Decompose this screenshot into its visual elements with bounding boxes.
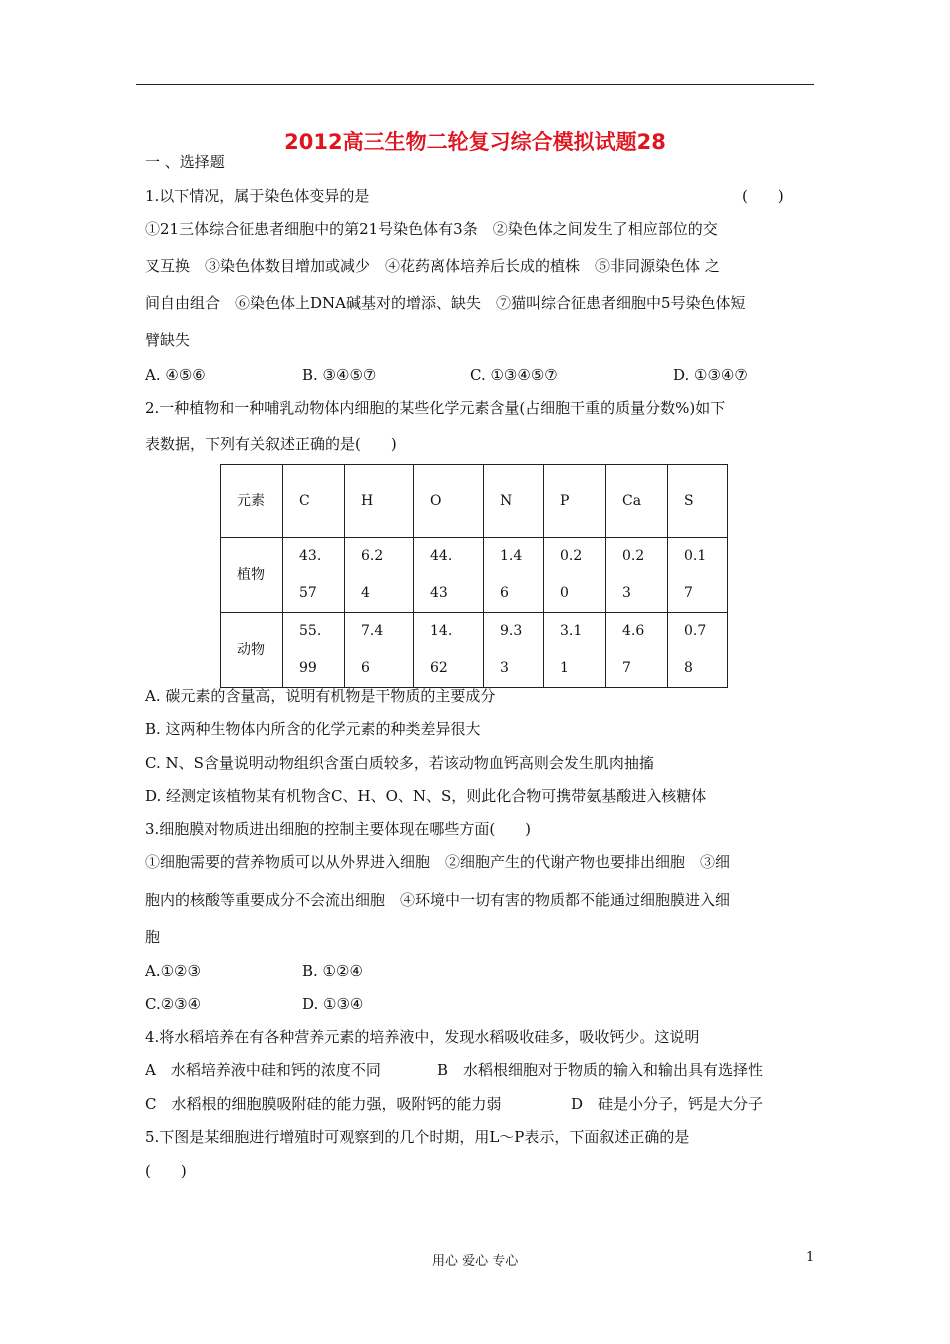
q4-stem: 4.将水稻培养在有各种营养元素的培养液中，发现水稻吸收硅多，吸收钙少。这说明 (145, 1028, 700, 1046)
q4-option-b: B 水稻根细胞对于物质的输入和输出具有选择性 (437, 1061, 764, 1079)
table-cell: 元素 (221, 465, 283, 538)
footer-slogan: 用心 爱心 专心 (432, 1254, 519, 1269)
page-title: 2012高三生物二轮复习综合模拟试题28 (284, 130, 666, 154)
q1-answer-paren: ( ) (742, 187, 784, 205)
q1-option-d: D. ①③④⑦ (673, 366, 748, 384)
header-rule (136, 84, 814, 85)
q1-text-line: ①21三体综合征患者细胞中的第21号染色体有3条 ②染色体之间发生了相应部位的交 (145, 220, 718, 238)
q2-option-c: C. N、S含量说明动物组织含蛋白质较多，若该动物血钙高则会发生肌肉抽搐 (145, 754, 654, 772)
q4-option-a: A 水稻培养液中硅和钙的浓度不同 (145, 1061, 381, 1079)
table-cell: 14.62 (414, 613, 484, 688)
table-cell: 55.99 (283, 613, 345, 688)
q1-text-line: 间自由组合 ⑥染色体上DNA碱基对的增添、缺失 ⑦猫叫综合征患者细胞中5号染色体短 (145, 294, 746, 312)
q3-option-b: B. ①②④ (302, 962, 363, 980)
q2-option-a: A. 碳元素的含量高，说明有机物是干物质的主要成分 (145, 687, 496, 705)
table-cell: 0.23 (606, 538, 668, 613)
table-cell: 0.78 (668, 613, 728, 688)
table-cell: 9.33 (484, 613, 544, 688)
table-cell: 44.43 (414, 538, 484, 613)
table-cell: C (283, 465, 345, 538)
q3-option-c: C.②③④ (145, 995, 202, 1013)
q1-option-b: B. ③④⑤⑦ (302, 366, 377, 384)
table-cell: N (484, 465, 544, 538)
table-row (221, 613, 728, 688)
table-row (221, 538, 728, 613)
element-content-table (220, 464, 728, 688)
q1-text-line: 叉互换 ③染色体数目增加或减少 ④花药离体培养后长成的植株 ⑤非同源染色体 之 (145, 257, 720, 275)
table-cell: P (544, 465, 606, 538)
q3-text-line: 胞 (145, 928, 161, 946)
q2-option-d: D. 经测定该植物某有机物含C、H、O、N、S，则此化合物可携带氨基酸进入核糖体 (145, 787, 707, 805)
q3-text-line: ①细胞需要的营养物质可以从外界进入细胞 ②细胞产生的代谢产物也要排出细胞 ③细 (145, 853, 731, 871)
q1-stem: 1.以下情况，属于染色体变异的是 (145, 187, 370, 205)
table-cell: 43.57 (283, 538, 345, 613)
table-cell: 0.20 (544, 538, 606, 613)
page-number: 1 (806, 1250, 815, 1265)
q1-option-c: C. ①③④⑤⑦ (470, 366, 558, 384)
table-cell: H (345, 465, 414, 538)
table-cell: Ca (606, 465, 668, 538)
q1-option-a: A. ④⑤⑥ (145, 366, 206, 384)
q2-stem-line: 2.一种植物和一种哺乳动物体内细胞的某些化学元素含量(占细胞干重的质量分数%)如下 (145, 399, 726, 417)
table-cell: 7.46 (345, 613, 414, 688)
table-cell: 3.11 (544, 613, 606, 688)
q1-text-line: 臂缺失 (145, 331, 191, 349)
q2-option-b: B. 这两种生物体内所含的化学元素的种类差异很大 (145, 720, 481, 738)
table-cell: O (414, 465, 484, 538)
table-cell: S (668, 465, 728, 538)
table-cell: 1.46 (484, 538, 544, 613)
q3-option-d: D. ①③④ (302, 995, 364, 1013)
q3-stem-line: 3.细胞膜对物质进出细胞的控制主要体现在哪些方面( ) (145, 820, 532, 838)
q2-stem-line: 表数据，下列有关叙述正确的是( ) (145, 435, 397, 453)
q3-text-line: 胞内的核酸等重要成分不会流出细胞 ④环境中一切有害的物质都不能通过细胞膜进入细 (145, 891, 731, 909)
q4-option-d: D 硅是小分子，钙是大分子 (571, 1095, 764, 1113)
q3-option-a: A.①②③ (145, 962, 201, 980)
table-cell: 4.67 (606, 613, 668, 688)
table-cell: 植物 (221, 538, 283, 613)
table-cell: 动物 (221, 613, 283, 688)
table-cell: 6.24 (345, 538, 414, 613)
q5-stem: 5.下图是某细胞进行增殖时可观察到的几个时期，用L～P表示，下面叙述正确的是 (145, 1128, 690, 1146)
section-heading: 一 、选择题 (145, 153, 225, 171)
q4-option-c: C 水稻根的细胞膜吸附硅的能力强，吸附钙的能力弱 (145, 1095, 502, 1113)
q5-answer-paren: ( ) (145, 1162, 187, 1180)
table-header-row (221, 465, 728, 538)
table-cell: 0.17 (668, 538, 728, 613)
